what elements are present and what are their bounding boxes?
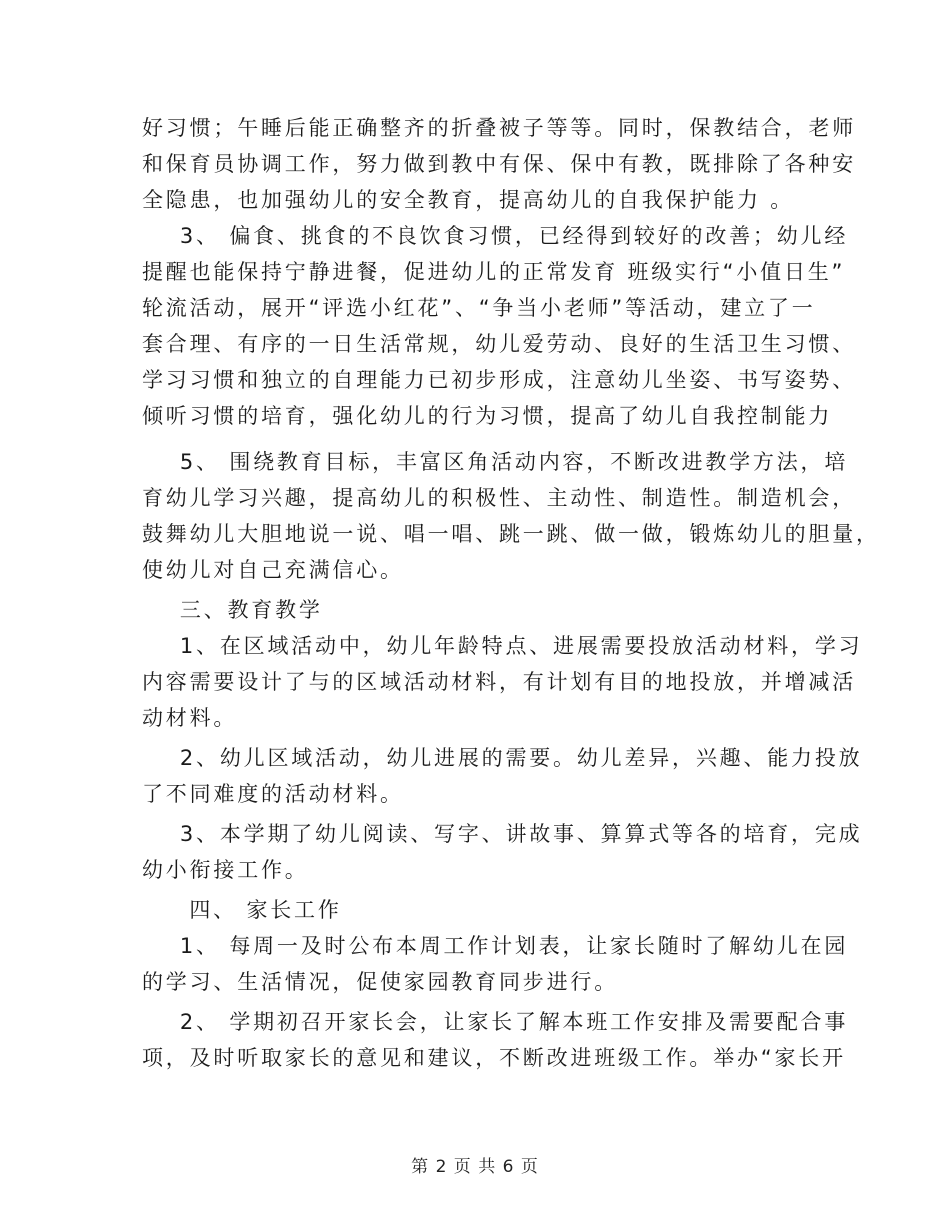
text-line: 了不同难度的活动材料。 (142, 782, 404, 806)
text-line: 2、幼儿区域活动，幼儿进展的需要。幼儿差异，兴趣、能力投放 (142, 746, 863, 770)
text-line: 的学习、生活情况，促使家园教育同步进行。 (142, 970, 618, 994)
text-line: 3、 偏食、挑食的不良饮食习惯，已经得到较好的改善；幼儿经 (142, 224, 849, 248)
text-line: 轮流活动，展开“评选小红花”、“争当小老师”等活动，建立了一 (142, 296, 816, 320)
text-line: 全隐患，也加强幼儿的安全教育，提高幼儿的自我保护能力 。 (142, 188, 795, 212)
text-line: 1、 每周一及时公布本周工作计划表，让家长随时了解幼儿在园 (142, 934, 849, 958)
text-line: 好习惯；午睡后能正确整齐的折叠被子等等。同时，保教结合，老师 (142, 116, 856, 140)
text-line: 提醒也能保持宁静进餐，促进幼儿的正常发育 班级实行“小值日生” (142, 260, 846, 284)
text-line: 倾听习惯的培育，强化幼儿的行为习惯，提高了幼儿自我控制能力 (142, 404, 833, 428)
section-heading: 四、 家长工作 (142, 898, 342, 922)
text-line: 学习习惯和独立的自理能力已初步形成，注意幼儿坐姿、书写姿势、 (142, 368, 856, 392)
text-line: 内容需要设计了与的区域活动材料，有计划有目的地投放，并增减活 (142, 670, 856, 694)
text-line: 项，及时听取家长的意见和建议，不断改进班级工作。举办“家长开 (142, 1046, 846, 1070)
text-line: 使幼儿对自己充满信心。 (142, 558, 404, 582)
page-number-footer: 第 2 页 共 6 页 (411, 1157, 539, 1177)
text-line: 育幼儿学习兴趣，提高幼儿的积极性、主动性、制造性。制造机会， (142, 486, 856, 510)
text-line: 动材料。 (142, 706, 238, 730)
section-heading: 三、教育教学 (142, 598, 323, 622)
text-line: 3、本学期了幼儿阅读、写字、讲故事、算算式等各的培育，完成 (142, 822, 863, 846)
text-line: 1、在区域活动中，幼儿年龄特点、进展需要投放活动材料，学习 (142, 634, 863, 658)
text-line: 5、 围绕教育目标，丰富区角活动内容，不断改进教学方法，培 (142, 450, 849, 474)
text-line: 幼小衔接工作。 (142, 858, 309, 882)
text-line: 套合理、有序的一日生活常规，幼儿爱劳动、良好的生活卫生习惯、 (142, 332, 856, 356)
text-line: 2、 学期初召开家长会，让家长了解本班工作安排及需要配合事 (142, 1010, 849, 1034)
text-line: 鼓舞幼儿大胆地说一说、唱一唱、跳一跳、做一做，锻炼幼儿的胆量， (142, 522, 880, 546)
text-line: 和保育员协调工作，努力做到教中有保、保中有教，既排除了各种安 (142, 152, 856, 176)
